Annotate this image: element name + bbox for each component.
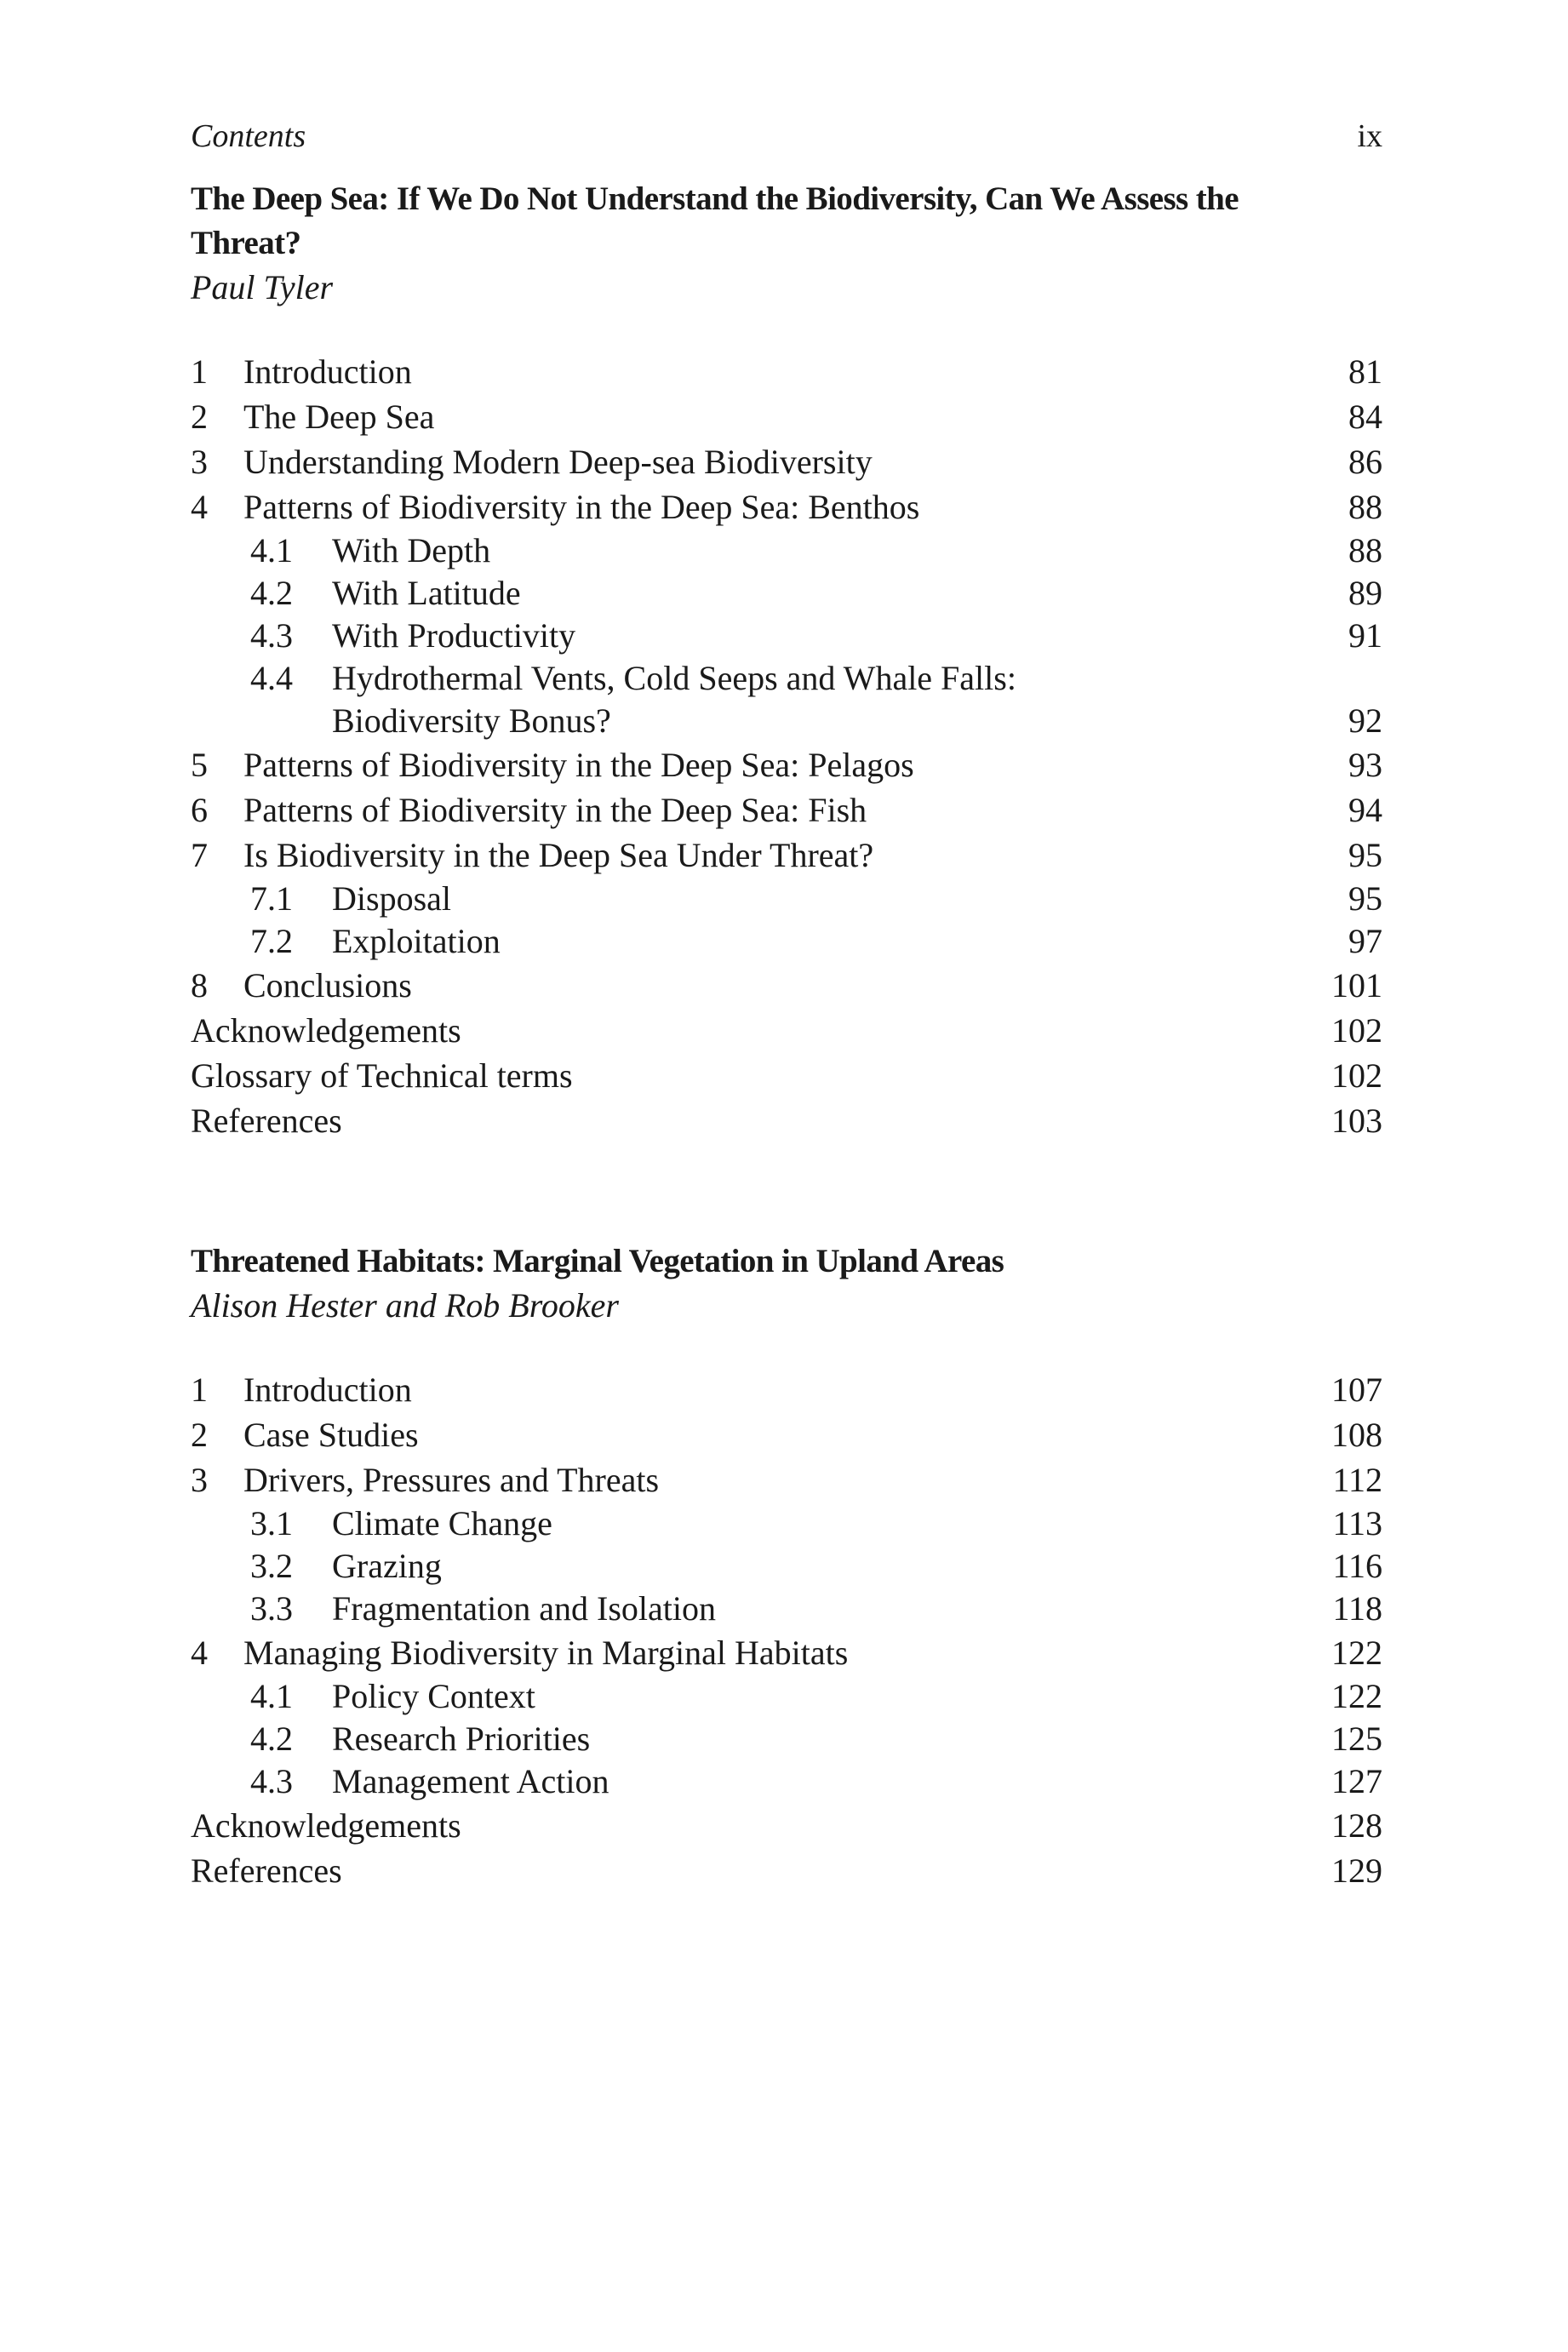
- entry-number: 4.3: [250, 616, 293, 655]
- toc-subentry[interactable]: [191, 1502, 1382, 1545]
- chapter-title: The Deep Sea: If We Do Not Understand the Biodiversity, Can We Assess the Threat?: [191, 180, 1239, 261]
- chapter-author: Alison Hester and Rob Brooker: [191, 1286, 619, 1325]
- entry-page: 125: [1331, 1720, 1382, 1758]
- toc-entry[interactable]: [191, 1367, 1382, 1412]
- entry-title: With Productivity: [332, 616, 576, 655]
- entry-number: 3: [191, 1461, 208, 1499]
- entry-title: Exploitation: [332, 922, 501, 960]
- entry-page: 94: [1348, 791, 1382, 829]
- entry-title: Drivers, Pressures and Threats: [243, 1461, 660, 1499]
- entry-title: Introduction: [243, 352, 412, 391]
- toc-subentry[interactable]: [191, 615, 1382, 657]
- page-number: ix: [1357, 118, 1382, 154]
- entry-number: 3: [191, 443, 208, 481]
- toc-subentry[interactable]: [191, 1545, 1382, 1588]
- toc-entry[interactable]: [191, 484, 1382, 529]
- entry-page: 129: [1331, 1851, 1382, 1890]
- toc-list: [191, 1367, 1382, 1893]
- entry-number: 7: [191, 836, 208, 874]
- entry-number: 4.1: [250, 531, 293, 569]
- toc-list: [191, 349, 1382, 1143]
- entry-page: 128: [1331, 1806, 1382, 1845]
- entry-number: 7.2: [250, 922, 293, 960]
- entry-page: 89: [1348, 574, 1382, 612]
- entry-title: References: [191, 1851, 342, 1890]
- entry-title: Acknowledgements: [191, 1011, 461, 1050]
- entry-title: Patterns of Biodiversity in the Deep Sea: Benthos: [243, 488, 920, 526]
- toc-entry[interactable]: [191, 833, 1382, 878]
- entry-number: 4.1: [250, 1677, 293, 1715]
- entry-number: 4: [191, 1634, 208, 1672]
- entry-title: Management Action: [332, 1762, 609, 1800]
- toc-subentry[interactable]: [191, 529, 1382, 572]
- toc-entry[interactable]: [191, 1630, 1382, 1675]
- toc-subentry[interactable]: [191, 657, 1382, 742]
- entry-title: [332, 657, 1016, 742]
- entry-number: 1: [191, 1371, 208, 1409]
- entry-page: 102: [1331, 1011, 1382, 1050]
- toc-entry[interactable]: [191, 963, 1382, 1008]
- entry-title: Is Biodiversity in the Deep Sea Under Threat?: [243, 836, 874, 874]
- entry-page: 107: [1331, 1371, 1382, 1409]
- toc-entry[interactable]: [191, 439, 1382, 484]
- entry-number: 4.4: [250, 659, 293, 697]
- entry-title-line1: Hydrothermal Vents, Cold Seeps and Whale Falls:: [332, 659, 1016, 697]
- entry-number: 2: [191, 398, 208, 436]
- toc-entry[interactable]: [191, 1412, 1382, 1457]
- entry-page: 93: [1348, 746, 1382, 784]
- toc-entry[interactable]: [191, 394, 1382, 439]
- entry-number: 6: [191, 791, 208, 829]
- toc-entry-acknowledgements[interactable]: [191, 1008, 1382, 1053]
- entry-title: References: [191, 1102, 342, 1140]
- entry-number: 4.3: [250, 1762, 293, 1800]
- entry-title: Managing Biodiversity in Marginal Habitats: [243, 1634, 849, 1672]
- toc-entry-glossary[interactable]: [191, 1053, 1382, 1098]
- toc-subentry[interactable]: [191, 1718, 1382, 1760]
- entry-title: Fragmentation and Isolation: [332, 1589, 717, 1628]
- entry-number: 1: [191, 352, 208, 391]
- entry-page: 113: [1332, 1504, 1382, 1542]
- entry-page: 86: [1348, 443, 1382, 481]
- toc-entry-references[interactable]: [191, 1098, 1382, 1143]
- entry-title: The Deep Sea: [243, 398, 435, 436]
- entry-number: 2: [191, 1416, 208, 1454]
- entry-title: Glossary of Technical terms: [191, 1056, 573, 1095]
- running-head: [191, 116, 1382, 157]
- entry-page: 122: [1331, 1677, 1382, 1715]
- entry-page: 116: [1332, 1547, 1382, 1585]
- entry-page: 122: [1331, 1634, 1382, 1672]
- entry-number: 3.3: [250, 1589, 293, 1628]
- entry-number: 3.1: [250, 1504, 293, 1542]
- toc-entry[interactable]: [191, 742, 1382, 787]
- entry-page: 91: [1348, 616, 1382, 655]
- entry-title: Climate Change: [332, 1504, 552, 1542]
- entry-page: 108: [1331, 1416, 1382, 1454]
- entry-page: 88: [1348, 488, 1382, 526]
- entry-title: Policy Context: [332, 1677, 535, 1715]
- entry-title: With Depth: [332, 531, 491, 569]
- entry-title: Acknowledgements: [191, 1806, 461, 1845]
- entry-page: 97: [1348, 922, 1382, 960]
- toc-entry[interactable]: [191, 1457, 1382, 1502]
- toc-subentry[interactable]: [191, 572, 1382, 615]
- chapter-title: Threatened Habitats: Marginal Vegetation in Upland Areas: [191, 1243, 1004, 1279]
- running-head-title: Contents: [191, 118, 306, 154]
- entry-page: 95: [1348, 836, 1382, 874]
- entry-page: 112: [1332, 1461, 1382, 1499]
- entry-page: 88: [1348, 531, 1382, 569]
- toc-entry-acknowledgements[interactable]: [191, 1803, 1382, 1848]
- entry-title: Disposal: [332, 879, 451, 918]
- entry-number: 4.2: [250, 574, 293, 612]
- entry-title: Research Priorities: [332, 1720, 591, 1758]
- entry-number: 8: [191, 966, 208, 1004]
- entry-number: 5: [191, 746, 208, 784]
- entry-page: 84: [1348, 398, 1382, 436]
- toc-subentry[interactable]: [191, 878, 1382, 920]
- entry-number: 7.1: [250, 879, 293, 918]
- entry-page: 127: [1331, 1762, 1382, 1800]
- entry-title: Grazing: [332, 1547, 442, 1585]
- entry-page: 103: [1331, 1102, 1382, 1140]
- entry-number: 4.2: [250, 1720, 293, 1758]
- entry-title: Patterns of Biodiversity in the Deep Sea: Fish: [243, 791, 867, 829]
- entry-title: Conclusions: [243, 966, 412, 1004]
- entry-title: Patterns of Biodiversity in the Deep Sea: Pelagos: [243, 746, 914, 784]
- entry-title: Case Studies: [243, 1416, 419, 1454]
- toc-subentry[interactable]: [191, 1675, 1382, 1718]
- entry-page: 81: [1348, 352, 1382, 391]
- entry-title: Understanding Modern Deep-sea Biodiversity: [243, 443, 873, 481]
- toc-entry[interactable]: [191, 787, 1382, 833]
- chapter-deep-sea: [191, 177, 1382, 1157]
- entry-page: 118: [1332, 1589, 1382, 1628]
- toc-entry-references[interactable]: [191, 1848, 1382, 1893]
- chapter-author: Paul Tyler: [191, 268, 334, 306]
- entry-page: 95: [1348, 879, 1382, 918]
- toc-subentry[interactable]: [191, 920, 1382, 963]
- toc-subentry[interactable]: [191, 1588, 1382, 1630]
- entry-number: 4: [191, 488, 208, 526]
- toc-entry[interactable]: [191, 349, 1382, 394]
- entry-title: With Latitude: [332, 574, 521, 612]
- entry-page: 92: [1348, 701, 1382, 740]
- entry-title-line2: Biodiversity Bonus?: [332, 701, 611, 740]
- entry-title: Introduction: [243, 1371, 412, 1409]
- entry-page: 101: [1331, 966, 1382, 1004]
- entry-page: 102: [1331, 1056, 1382, 1095]
- entry-number: 3.2: [250, 1547, 293, 1585]
- chapter-threatened-habitats: [191, 1239, 1382, 1907]
- toc-subentry[interactable]: [191, 1760, 1382, 1803]
